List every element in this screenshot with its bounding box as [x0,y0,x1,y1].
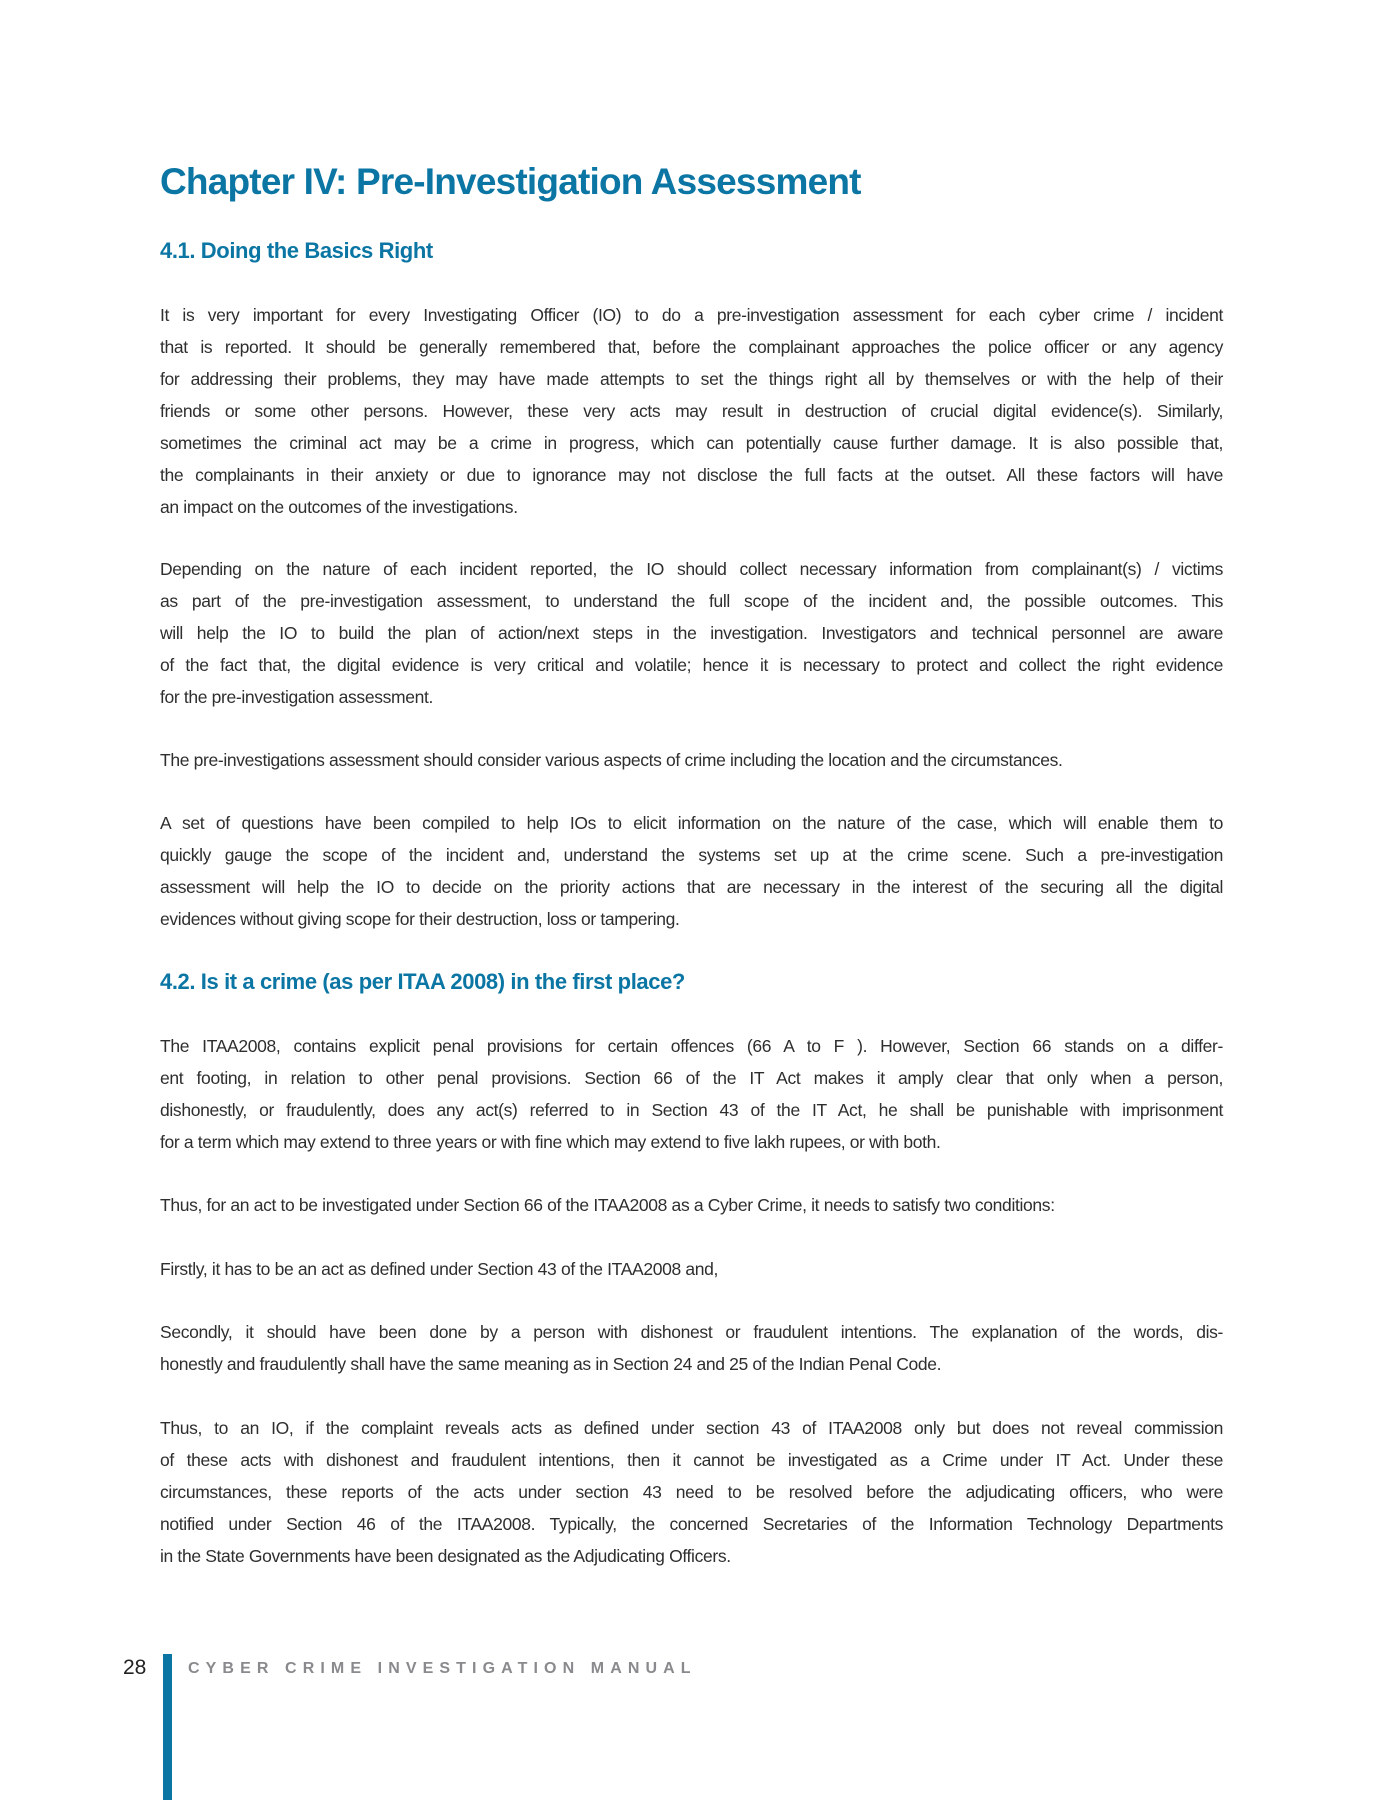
text-line: for a term which may extend to three years or with fine which may extend to five lakh rupees, or with both. [160,1132,941,1152]
text-line: Depending on the nature of each incident reported, the IO should collect necessary information from complainant(s) / victims [160,559,1223,579]
paragraph [160,1412,1223,1572]
text-line: assessment will help the IO to decide on the priority actions that are necessary in the interest of the securing all the digital [160,877,1223,897]
text-line: circumstances, these reports of the acts under section 43 need to be resolved before the adjudicating officers, who were [160,1482,1223,1502]
text-line: Thus, to an IO, if the complaint reveals acts as defined under section 43 of ITAA2008 only but does not reveal commission [160,1418,1223,1438]
text-line: friends or some other persons. However, these very acts may result in destruction of crucial digital evidence(s). Similarly, [160,401,1223,421]
text-line: Thus, for an act to be investigated under Section 66 of the ITAA2008 as a Cyber Crime, it needs to satisfy two conditions: [160,1195,1055,1215]
text-line: It is very important for every Investigating Officer (IO) to do a pre-investigation assessment for each cyber crime / incident [160,305,1223,325]
text-line: as part of the pre-investigation assessment, to understand the full scope of the incident and, the possible outcomes. This [160,591,1223,611]
text-line: an impact on the outcomes of the investigations. [160,497,518,517]
text-line: of the fact that, the digital evidence is very critical and volatile; hence it is necessary to protect and collect the right evidence [160,655,1223,675]
text-line: in the State Governments have been designated as the Adjudicating Officers. [160,1546,731,1566]
paragraph [160,807,1223,935]
footer-manual-title: CYBER CRIME INVESTIGATION MANUAL [188,1660,697,1677]
chapter-title: Chapter IV: Pre-Investigation Assessment [160,161,861,202]
paragraph [160,1316,1223,1380]
text-line: The pre-investigations assessment should consider various aspects of crime including the location and the circumstances. [160,750,1063,770]
text-line: the complainants in their anxiety or due to ignorance may not disclose the full facts at the outset. All these factors will have [160,465,1223,485]
text-line: ent footing, in relation to other penal provisions. Section 66 of the IT Act makes it amply clear that only when a person, [160,1068,1223,1088]
footer-accent-bar [163,1654,172,1800]
text-line: of these acts with dishonest and fraudulent intentions, then it cannot be investigated as a Crime under IT Act. Under these [160,1450,1223,1470]
paragraph [160,553,1223,713]
paragraph [160,299,1223,523]
text-line: Secondly, it should have been done by a person with dishonest or fraudulent intentions. The explanation of the words, dis- [160,1322,1223,1342]
text-line: that is reported. It should be generally remembered that, before the complainant approaches the police officer or any agency [160,337,1223,357]
text-line: for addressing their problems, they may have made attempts to set the things right all by themselves or with the help of their [160,369,1223,389]
paragraph [160,1030,1223,1158]
text-line: dishonestly, or fraudulently, does any act(s) referred to in Section 43 of the IT Act, he shall be punishable with imprisonment [160,1100,1223,1120]
text-line: The ITAA2008, contains explicit penal provisions for certain offences (66 A to F ). However, Section 66 stands on a differ- [160,1036,1223,1056]
paragraph [160,1253,1223,1285]
page-number: 28 [123,1656,147,1679]
section-heading-4-2: 4.2. Is it a crime (as per ITAA 2008) in the first place? [160,969,685,994]
paragraph [160,1189,1223,1221]
text-line: honestly and fraudulently shall have the same meaning as in Section 24 and 25 of the Indian Penal Code. [160,1354,942,1374]
text-line: Firstly, it has to be an act as defined under Section 43 of the ITAA2008 and, [160,1259,719,1279]
text-line: for the pre-investigation assessment. [160,687,434,707]
text-line: sometimes the criminal act may be a crime in progress, which can potentially cause further damage. It is also possible that, [160,433,1223,453]
text-line: will help the IO to build the plan of action/next steps in the investigation. Investigators and technical personnel are aware [160,623,1223,643]
section-heading-4-1: 4.1. Doing the Basics Right [160,238,433,263]
text-line: evidences without giving scope for their destruction, loss or tampering. [160,909,680,929]
text-line: notified under Section 46 of the ITAA2008. Typically, the concerned Secretaries of the Information Technology Departments [160,1514,1223,1534]
text-line: A set of questions have been compiled to help IOs to elicit information on the nature of the case, which will enable them to [160,813,1223,833]
text-line: quickly gauge the scope of the incident and, understand the systems set up at the crime scene. Such a pre-investigation [160,845,1223,865]
paragraph [160,744,1223,776]
